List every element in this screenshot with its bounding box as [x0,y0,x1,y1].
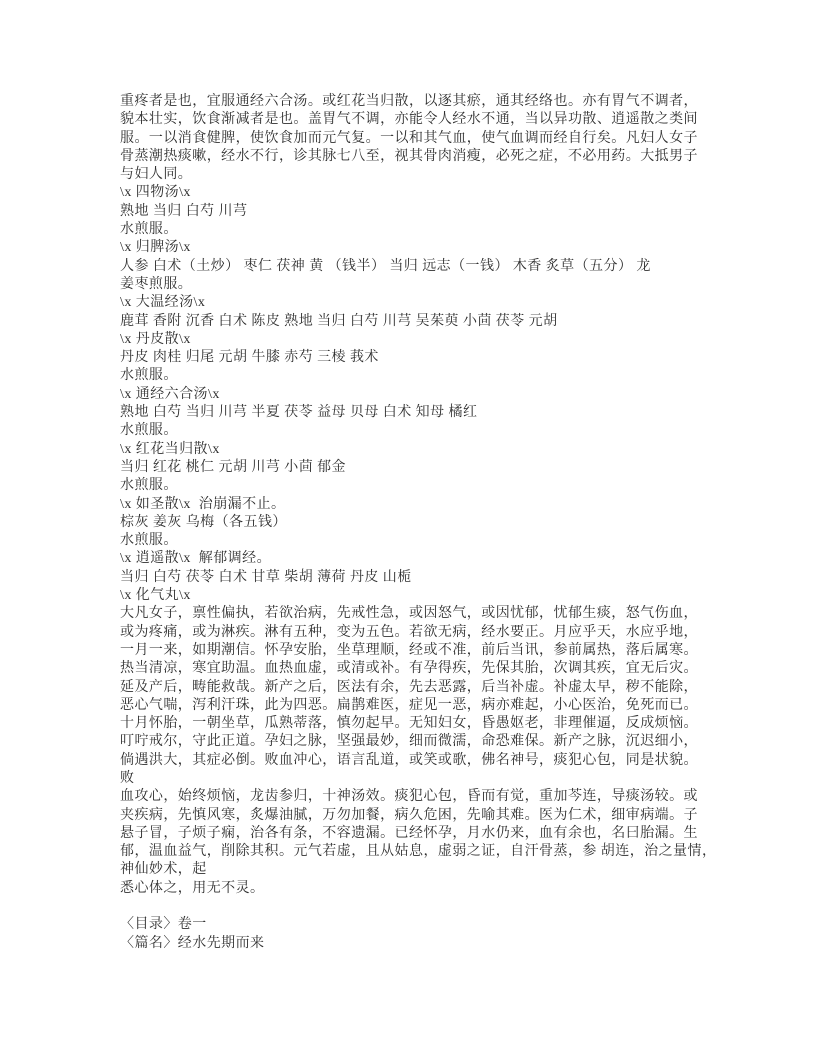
text-line: 悬子冒，子烦子痫，治各有条，不容遗漏。已经怀孕，月水仍来，血有余也，名曰胎漏。生 [120,825,698,841]
text-line: \x 化气丸\x [120,588,191,604]
text-line: 与妇人同。 [120,167,193,183]
text-line: 恶心气喘，泻利汗珠，此为四恶。扁鹊难医，症见一恶，病亦难起，小心医治，免死而已。 [120,697,698,713]
document-text-block [120,93,740,953]
text-line: \x 红花当归散\x [120,441,220,457]
text-line: \x 归脾汤\x [120,240,191,256]
text-line: 当归 白芍 茯苓 白术 甘草 柴胡 薄荷 丹皮 山栀 [120,569,412,585]
text-line: 或为疼痛，或为淋疾。淋有五种，变为五色。若欲无病，经水要正。月应乎天，水应乎地， [120,624,698,640]
text-line: 〈目录〉卷一 [120,917,207,933]
text-line: \x 大温经汤\x [120,295,206,311]
text-line: 水煎服。 [120,478,178,494]
text-line: 倘遇洪大，其症必倒。败血冲心，语言乱道，或笑或歌，佛名神号，痰犯心包，同是状貌。 [120,752,698,768]
text-line: 叮咛戒尔，守此正道。孕妇之脉，坚强最妙，细而微濡，命恐难保。新产之脉，沉迟细小， [120,734,698,750]
text-line: 服。一以消食健脾，使饮食加而元气复。一以和其气血，使气血调而经自行矣。凡妇人女子 [120,130,698,146]
text-line: 热当清凉，寒宜助温。血热血虚，或清或补。有孕得疾，先保其胎，次调其疾，宜无后灾。 [120,661,698,677]
text-line: 一月一来，如期潮信。怀孕安胎，坐草理顺，经或不准，前后当讯，参前属热，落后属寒。 [120,642,698,658]
text-line: 鹿茸 香附 沉香 白术 陈皮 熟地 当归 白芍 川芎 吴茱萸 小茴 茯苓 元胡 [120,313,558,329]
text-line: 当归 红花 桃仁 元胡 川芎 小茴 郁金 [120,459,346,475]
text-line: 郁，温血益气，削除其积。元气若虚，且从姑息，虚弱之证，自汗骨蒸，参 胡连，治之量情， [120,844,717,860]
text-line: 丹皮 肉桂 归尾 元胡 牛膝 赤芍 三棱 莪术 [120,350,379,366]
text-line: 熟地 白芍 当归 川芎 半夏 茯苓 益母 贝母 白术 知母 橘红 [120,405,478,421]
text-line: 人参 白术（土炒） 枣仁 茯神 黄 （钱半） 当归 远志（一钱） 木香 炙草（五分） 龙 [120,258,651,274]
text-line: 水煎服。 [120,222,178,238]
text-line: 重疼者是也，宜服通经六合汤。或红花当归散，以逐其瘀，通其经络也。亦有胃气不调者， [120,94,698,109]
text-line: 水煎服。 [120,368,178,384]
text-line: \x 如圣散\x 治崩漏不止。 [120,496,286,512]
text-line [120,898,740,916]
text-line: 骨蒸潮热痰嗽，经水不行，诊其脉七八至，视其骨肉消瘦，必死之症，不必用药。大抵男子 [120,148,698,164]
text-line: \x 通经六合汤\x [120,386,220,402]
text-line: 貌本壮实，饮食渐减者是也。盖胃气不调，亦能令人经水不通，当以异功散、逍遥散之类间 [120,112,698,128]
text-line: 水煎服。 [120,423,178,439]
text-line: 姜枣煎服。 [120,276,193,292]
text-line: 血攻心，始终烦恼，龙齿参归，十神汤效。痰犯心包，昏而有觉，重加芩连，导痰汤较。或 [120,789,698,805]
text-line: 水煎服。 [120,533,178,549]
text-line: 十月怀胎，一朝坐草，瓜熟蒂落，慎勿起早。无知妇女，昏愚妪老，非理催逼，反成烦恼。 [120,716,698,732]
text-line: 大凡女子，禀性偏执，若欲治病，先戒性急，或因怒气，或因忧郁，忧郁生痰，怒气伤血， [120,606,698,622]
text-line: \x 四物汤\x [120,185,191,201]
text-line: 延及产后，畴能救哉。新产之后，医法有余，先去恶露，后当补虚。补虚太早，秽不能除， [120,679,698,695]
text-line: 悉心体之，用无不灵。 [120,880,265,896]
text-line: \x 丹皮散\x [120,331,191,347]
text-line: 神仙妙术，起 [120,862,207,878]
text-line: 败 [120,770,135,786]
text-line: 夹疾病，先慎风寒，炙爆油腻，万勿加餐，病久危困，先喻其难。医为仁术，细审病端。子 [120,807,698,823]
text-line: 熟地 当归 白芍 川芎 [120,203,248,219]
text-line: 棕灰 姜灰 乌梅（各五钱） [120,514,287,530]
text-line: 〈篇名〉经水先期而来 [120,935,265,951]
text-line: \x 逍遥散\x 解郁调经。 [120,551,272,567]
